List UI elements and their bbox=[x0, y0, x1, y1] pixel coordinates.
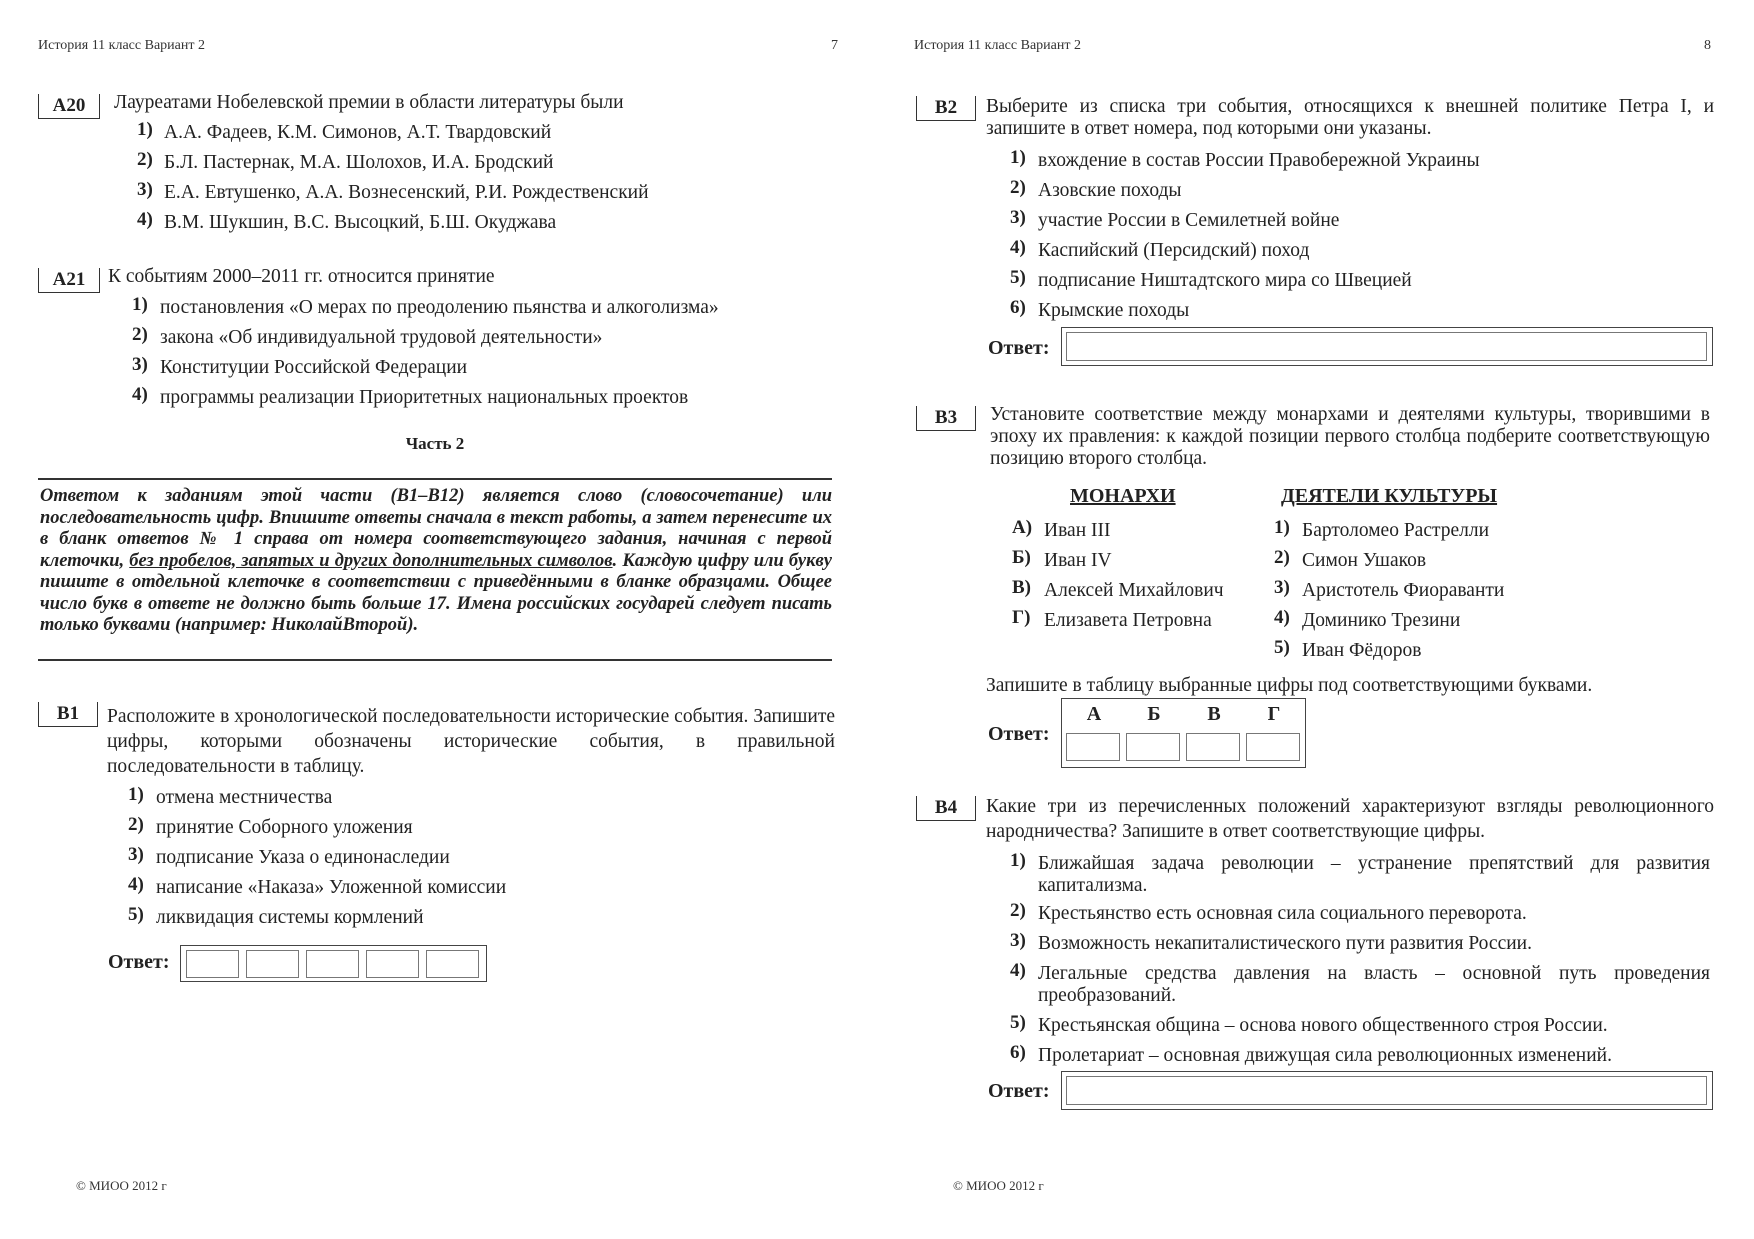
figure-number: 4) bbox=[1274, 607, 1290, 628]
figure-number: 2) bbox=[1274, 547, 1290, 568]
instruction-underlined-text: без пробелов, запятых и других дополнительных символов bbox=[129, 550, 613, 571]
question-text-b1: Расположите в хронологической последовательности исторические события. Запишите цифры, которыми обозначены исторические события, в правильной последовательности в таблицу. bbox=[107, 706, 835, 777]
monarch-name: Иван IV bbox=[1044, 550, 1112, 571]
figure-name: Доминико Трезини bbox=[1302, 610, 1461, 631]
option-text: Крымские походы bbox=[1038, 300, 1190, 321]
option-text: отмена местничества bbox=[156, 787, 333, 808]
option-text: Ближайшая задача революции – устранение препятствий для развития капитализма. bbox=[1038, 853, 1710, 896]
answer-box-b4 bbox=[1061, 1071, 1713, 1110]
answer-cell[interactable] bbox=[366, 950, 419, 978]
option-text: Б.Л. Пастернак, М.А. Шолохов, И.А. Бродский bbox=[164, 152, 554, 173]
question-text-a20: Лауреатами Нобелевской премии в области литературы были bbox=[114, 92, 624, 113]
option-text: подписание Указа о единонаследии bbox=[156, 847, 450, 868]
option-number: 1) bbox=[1010, 147, 1026, 168]
option-text: Крестьянская община – основа нового общественного строя России. bbox=[1038, 1015, 1608, 1036]
option-text: Азовские походы bbox=[1038, 180, 1182, 201]
option-text: Возможность некапиталистического пути развития России. bbox=[1038, 933, 1532, 954]
option-text: участие России в Семилетней войне bbox=[1038, 210, 1340, 231]
option-text: закона «Об индивидуальной трудовой деятельности» bbox=[160, 327, 603, 348]
column-letter: В bbox=[1207, 703, 1221, 725]
answer-cell[interactable] bbox=[186, 950, 239, 978]
answer-table-b3 bbox=[1061, 698, 1306, 768]
answer-cell[interactable] bbox=[246, 950, 299, 978]
column-letter: Б bbox=[1147, 703, 1161, 725]
option-text: А.А. Фадеев, К.М. Симонов, А.Т. Твардовский bbox=[164, 122, 552, 143]
instruction-text: . Каждую цифру или букву пишите в отдельной клеточке в соответствии с приведёнными в бланке образцами. Общее число букв в ответе не должно быть больше 17. Имена российских государей следует писать только буквами (например: НиколайВторой). bbox=[40, 550, 832, 635]
option-number: 2) bbox=[128, 814, 144, 835]
option-text: Легальные средства давления на власть – основной путь проведения преобразований. bbox=[1038, 963, 1710, 1006]
option-text: Конституции Российской Федерации bbox=[160, 357, 468, 378]
option-text: постановления «О мерах по преодолению пьянства и алкоголизма» bbox=[160, 297, 719, 318]
answer-cell[interactable] bbox=[426, 950, 479, 978]
option-number: 1) bbox=[137, 119, 153, 140]
option-number: 2) bbox=[137, 149, 153, 170]
column-letter: Г bbox=[1267, 703, 1281, 725]
figure-name: Иван Фёдоров bbox=[1302, 640, 1422, 661]
option-number: 5) bbox=[1010, 1012, 1026, 1033]
question-label-a21: А21 bbox=[38, 268, 100, 293]
page-number: 8 bbox=[1704, 38, 1711, 53]
monarch-letter: А) bbox=[1012, 517, 1033, 538]
figure-name: Аристотель Фиораванти bbox=[1302, 580, 1505, 601]
option-number: 3) bbox=[128, 844, 144, 865]
divider bbox=[38, 659, 832, 661]
monarch-letter: Б) bbox=[1012, 547, 1031, 568]
option-number: 6) bbox=[1010, 1042, 1026, 1063]
option-text: принятие Соборного уложения bbox=[156, 817, 413, 838]
question-text-b4: Какие три из перечисленных положений характеризуют взгляды революционного народничества? Запишите в ответ соответствующие цифры. bbox=[986, 796, 1714, 842]
answer-cell[interactable] bbox=[1186, 733, 1240, 761]
monarch-letter: Г) bbox=[1012, 607, 1031, 628]
figure-number: 5) bbox=[1274, 637, 1290, 658]
option-text: программы реализации Приоритетных национальных проектов bbox=[160, 387, 689, 408]
figure-name: Симон Ушаков bbox=[1302, 550, 1427, 571]
option-number: 5) bbox=[1010, 267, 1026, 288]
answer-label: Ответ: bbox=[988, 723, 1050, 745]
question-label-a20: А20 bbox=[38, 94, 100, 119]
instruction-text: Ответом к заданиям этой части (В1–В12) является слово (словосочетание) или последовательность цифр. Впишите ответы сначала в текст работы, а затем перенесите их в бланк ответов № 1 справа от номера соответствующего задания, начиная с первой клеточки, bbox=[40, 486, 832, 571]
option-number: 3) bbox=[1010, 207, 1026, 228]
page-footer: © МИОО 2012 г bbox=[76, 1178, 167, 1193]
answer-box-b1 bbox=[180, 945, 487, 982]
question-label-b4: В4 bbox=[916, 796, 976, 821]
option-number: 4) bbox=[1010, 237, 1026, 258]
column-header-culture-figures: ДЕЯТЕЛИ КУЛЬТУРЫ bbox=[1281, 485, 1498, 507]
option-number: 4) bbox=[1010, 960, 1026, 981]
page-number: 7 bbox=[831, 38, 838, 53]
answer-label: Ответ: bbox=[988, 337, 1050, 359]
option-number: 4) bbox=[132, 384, 148, 405]
monarch-letter: В) bbox=[1012, 577, 1031, 598]
answer-field[interactable] bbox=[1066, 1076, 1707, 1105]
question-text-b2: Выберите из списка три события, относящихся к внешней политике Петра I, и запишите в ответ номера, под которыми они указаны. bbox=[986, 96, 1714, 139]
option-number: 2) bbox=[1010, 177, 1026, 198]
option-text: подписание Ништадтского мира со Швецией bbox=[1038, 270, 1412, 291]
option-number: 6) bbox=[1010, 297, 1026, 318]
answer-box-b2 bbox=[1061, 327, 1713, 366]
option-text: Е.А. Евтушенко, А.А. Вознесенский, Р.И. Рождественский bbox=[164, 182, 649, 203]
option-number: 4) bbox=[128, 874, 144, 895]
answer-cell[interactable] bbox=[306, 950, 359, 978]
question-text-b3: Установите соответствие между монархами и деятелями культуры, творившими в эпоху их правления: к каждой позиции первого столбца подберите соответствующую позицию второго столбца. bbox=[990, 404, 1710, 469]
table-instruction: Запишите в таблицу выбранные цифры под соответствующими буквами. bbox=[986, 675, 1593, 696]
monarch-name: Иван III bbox=[1044, 520, 1111, 541]
option-text: Каспийский (Персидский) поход bbox=[1038, 240, 1310, 261]
answer-field[interactable] bbox=[1066, 332, 1707, 361]
answer-label: Ответ: bbox=[988, 1080, 1050, 1102]
answer-cell[interactable] bbox=[1066, 733, 1120, 761]
figure-name: Бартоломео Растрелли bbox=[1302, 520, 1490, 541]
answer-label: Ответ: bbox=[108, 951, 170, 973]
answer-cell[interactable] bbox=[1246, 733, 1300, 761]
option-number: 2) bbox=[132, 324, 148, 345]
option-number: 5) bbox=[128, 904, 144, 925]
question-label-b3: В3 bbox=[916, 406, 976, 431]
option-text: написание «Наказа» Уложенной комиссии bbox=[156, 877, 507, 898]
option-number: 3) bbox=[137, 179, 153, 200]
option-number: 4) bbox=[137, 209, 153, 230]
figure-number: 3) bbox=[1274, 577, 1290, 598]
option-number: 1) bbox=[132, 294, 148, 315]
monarch-name: Елизавета Петровна bbox=[1044, 610, 1212, 631]
option-number: 2) bbox=[1010, 900, 1026, 921]
option-number: 3) bbox=[1010, 930, 1026, 951]
option-text: В.М. Шукшин, В.С. Высоцкий, Б.Ш. Окуджава bbox=[164, 212, 557, 233]
question-text-a21: К событиям 2000–2011 гг. относится принятие bbox=[108, 266, 495, 287]
question-label-b1: В1 bbox=[38, 702, 98, 727]
answer-cell[interactable] bbox=[1126, 733, 1180, 761]
page-header-title: История 11 класс Вариант 2 bbox=[38, 38, 205, 53]
option-number: 1) bbox=[128, 784, 144, 805]
question-label-b2: В2 bbox=[916, 96, 976, 121]
option-number: 1) bbox=[1010, 850, 1026, 871]
part2-instructions bbox=[40, 486, 832, 637]
option-text: ликвидация системы кормлений bbox=[156, 907, 424, 928]
option-number: 3) bbox=[132, 354, 148, 375]
column-header-monarchs: МОНАРХИ bbox=[1070, 485, 1176, 507]
option-text: вхождение в состав России Правобережной Украины bbox=[1038, 150, 1480, 171]
divider bbox=[38, 478, 832, 480]
option-text: Пролетариат – основная движущая сила революционных изменений. bbox=[1038, 1045, 1612, 1066]
figure-number: 1) bbox=[1274, 517, 1290, 538]
page-header-title: История 11 класс Вариант 2 bbox=[914, 38, 1081, 53]
part-title: Часть 2 bbox=[405, 434, 465, 453]
option-text: Крестьянство есть основная сила социального переворота. bbox=[1038, 903, 1527, 924]
page-footer: © МИОО 2012 г bbox=[953, 1178, 1044, 1193]
column-letter: А bbox=[1086, 703, 1102, 725]
monarch-name: Алексей Михайлович bbox=[1044, 580, 1224, 601]
